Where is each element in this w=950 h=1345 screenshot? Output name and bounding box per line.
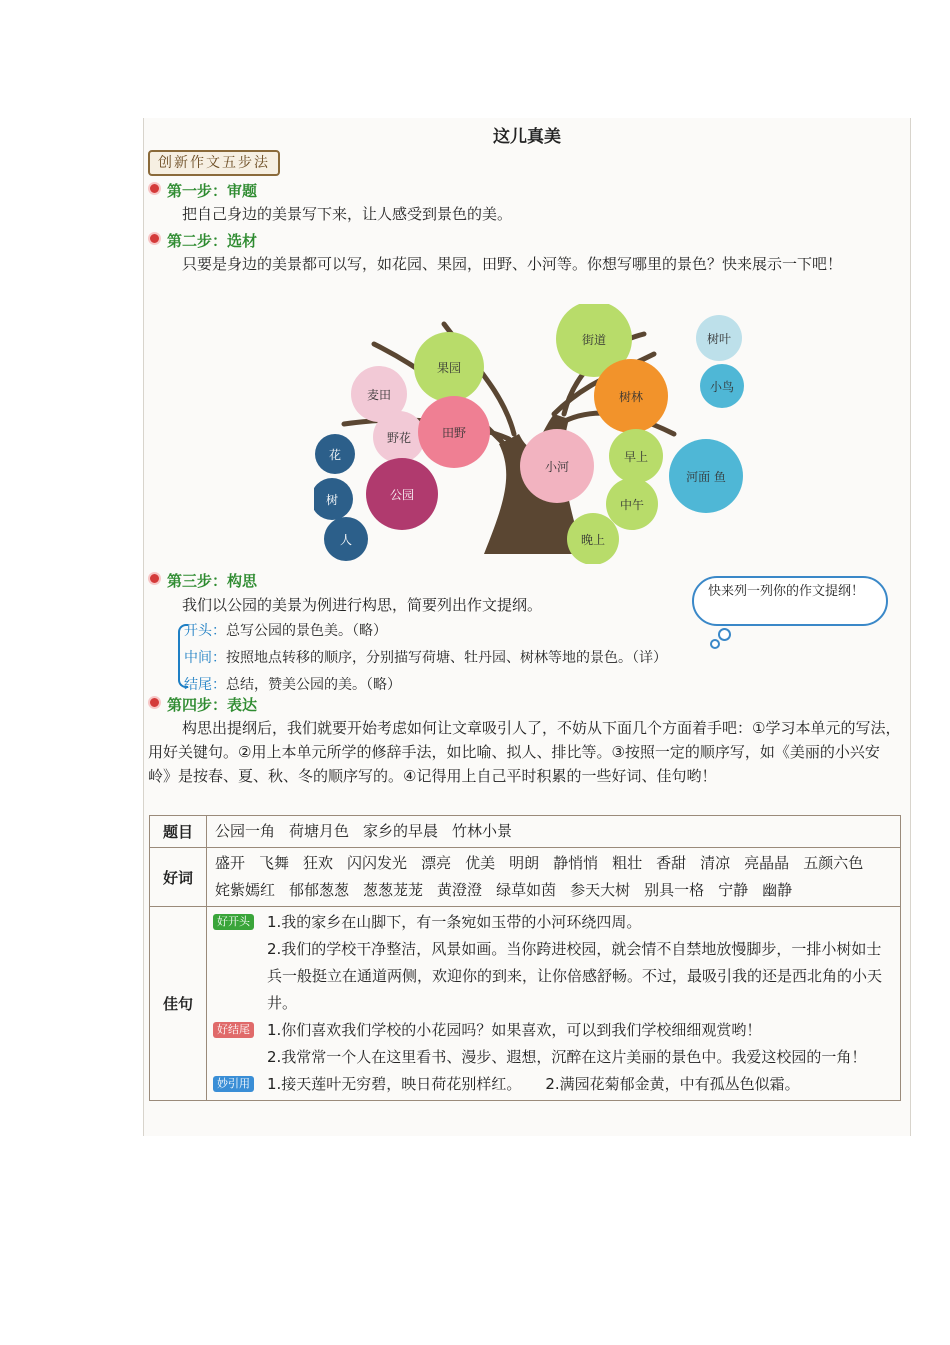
topic-tree-diagram [314, 304, 754, 564]
sentence-text: 2.满园花菊郁金黄，中有孤丛色似霜。 [545, 1075, 800, 1093]
node-label: 田野 [441, 426, 467, 440]
sentence-item: 2.我常常一个人在这里看书、漫步、遐想，沉醉在这片美丽的景色中。我爱这校园的一角！ [267, 1048, 867, 1066]
node-label: 中午 [619, 498, 645, 512]
node-label: 野花 [386, 431, 412, 445]
good-word: 绿草如茵 [496, 881, 557, 899]
bullet-icon [148, 232, 161, 245]
words-header: 好词 [150, 848, 207, 907]
outline-middle-label: 中间： [184, 650, 226, 666]
sentence-text: 1.你们喜欢我们学校的小花园吗？如果喜欢，可以到我们学校细细观赏哟！ [267, 1021, 762, 1039]
step-4-label: 第四步：表达 [167, 696, 258, 714]
bubble-tail-dot [718, 628, 731, 641]
sentence-item [215, 1071, 892, 1098]
good-word: 别具一格 [644, 881, 705, 899]
good-word: 郁郁葱葱 [289, 881, 350, 899]
node-label: 早上 [623, 450, 649, 464]
tag-good-opening: 好开头 [213, 914, 254, 930]
step-1-heading [148, 180, 257, 201]
outline-middle-text: 按照地点转移的顺序，分别描写荷塘、牡丹园、树林等地的景色。（详） [226, 650, 667, 666]
good-word: 静悄悄 [553, 854, 599, 872]
good-word: 五颜六色 [803, 854, 864, 872]
essay-outline [184, 618, 667, 699]
node-label: 花 [328, 448, 342, 462]
good-word: 宁静 [718, 881, 749, 899]
good-word: 闪闪发光 [347, 854, 408, 872]
good-word: 优美 [465, 854, 496, 872]
good-word: 幽静 [762, 881, 793, 899]
sentence-text: 1.我的家乡在山脚下，有一条宛如玉带的小河环绕四周。 [267, 913, 642, 931]
step-2-heading [148, 230, 257, 251]
reference-table [149, 815, 901, 1101]
bullet-icon [148, 572, 161, 585]
node-label: 果园 [436, 361, 462, 375]
good-word: 粗壮 [612, 854, 643, 872]
good-word: 黄澄澄 [437, 881, 483, 899]
outline-end-label: 结尾： [184, 677, 226, 693]
step-4-text: 构思出提纲后，我们就要开始考虑如何让文章吸引人了，不妨从下面几个方面着手吧：①学习本单元的写法，用好关键句。②用上本单元所学的修辞手法，如比喻、拟人、排比等。③按照一定的顺序写，如《美丽的小兴安岭》是按春、夏、秋、冬的顺序写的。④记得用上自己平时积累的一些好词、佳句哟！ [148, 719, 901, 785]
good-word: 漂亮 [421, 854, 452, 872]
workbook-page [143, 118, 911, 1136]
topic-item: 家乡的早晨 [363, 822, 439, 840]
node-label: 公园 [389, 488, 415, 502]
step-3-text: 我们以公园的美景为例进行构思，简要列出作文提纲。 [182, 596, 543, 614]
sentence-item [215, 909, 892, 936]
sentence-item: 2.我们的学校干净整洁，风景如画。当你跨进校园，就会情不自禁地放慢脚步，一排小树如士兵一般挺立在通道两侧，欢迎你的到来，让你倍感舒畅。不过，最吸引我的还是西北角的小天井。 [267, 940, 883, 1012]
method-badge: 创新作文五步法 [148, 150, 280, 176]
node-label: 树 [325, 493, 339, 507]
topic-item: 公园一角 [215, 822, 276, 840]
tag-good-ending: 好结尾 [213, 1022, 254, 1038]
page-title: 这儿真美 [493, 127, 561, 147]
good-word: 葱葱茏茏 [363, 881, 424, 899]
sentences-header: 佳句 [150, 907, 207, 1101]
step-3-label: 第三步：构思 [167, 572, 258, 590]
tag-quotation: 妙引用 [213, 1076, 254, 1092]
outline-start-text: 总写公园的景色美。（略） [226, 623, 387, 639]
step-1-text: 把自己身边的美景写下来，让人感受到景色的美。 [182, 205, 513, 223]
bubble-tail-dot [710, 639, 720, 649]
step-2-text: 只要是身边的美景都可以写，如花园、果园，田野、小河等。你想写哪里的景色？快来展示一下吧！ [182, 255, 843, 273]
sentence-text: 1.接天莲叶无穷碧，映日荷花别样红。 [267, 1075, 522, 1093]
topic-item: 荷塘月色 [289, 822, 350, 840]
sentence-item [215, 1017, 892, 1044]
node-label: 晚上 [580, 533, 606, 547]
outline-start-label: 开头： [184, 623, 226, 639]
good-word: 明朗 [509, 854, 540, 872]
node-label: 树林 [618, 390, 644, 404]
outline-middle [184, 645, 667, 672]
node-label: 麦田 [366, 388, 392, 402]
speech-bubble: 快来列一列你的作文提纲！ [692, 576, 888, 626]
good-word: 狂欢 [303, 854, 334, 872]
node-label: 树叶 [706, 332, 732, 346]
good-word: 香甜 [656, 854, 687, 872]
outline-start [184, 618, 667, 645]
node-label: 人 [339, 533, 353, 547]
good-words-list [207, 848, 901, 907]
topic-list [207, 816, 901, 848]
outline-end-text: 总结，赞美公园的美。（略） [226, 677, 401, 693]
table-row [150, 816, 901, 848]
table-row [150, 907, 901, 1101]
table-row [150, 848, 901, 907]
good-word: 亮晶晶 [744, 854, 790, 872]
step-2-label: 第二步：选材 [167, 232, 258, 250]
good-word: 盛开 [215, 854, 246, 872]
good-word: 飞舞 [259, 854, 290, 872]
bullet-icon [148, 182, 161, 195]
node-label: 街道 [581, 333, 607, 347]
good-word: 参天大树 [570, 881, 631, 899]
node-label: 小河 [544, 460, 570, 474]
step-1-label: 第一步：审题 [167, 182, 258, 200]
node-label: 河面 鱼 [686, 470, 726, 484]
step-4-heading [148, 694, 257, 715]
topic-item: 竹林小景 [452, 822, 513, 840]
good-word: 清凉 [700, 854, 731, 872]
step-3-heading [148, 570, 257, 591]
good-word: 姹紫嫣红 [215, 881, 276, 899]
node-label: 小鸟 [709, 380, 735, 394]
bullet-icon [148, 696, 161, 709]
topic-header: 题目 [150, 816, 207, 848]
good-sentences [207, 907, 901, 1101]
